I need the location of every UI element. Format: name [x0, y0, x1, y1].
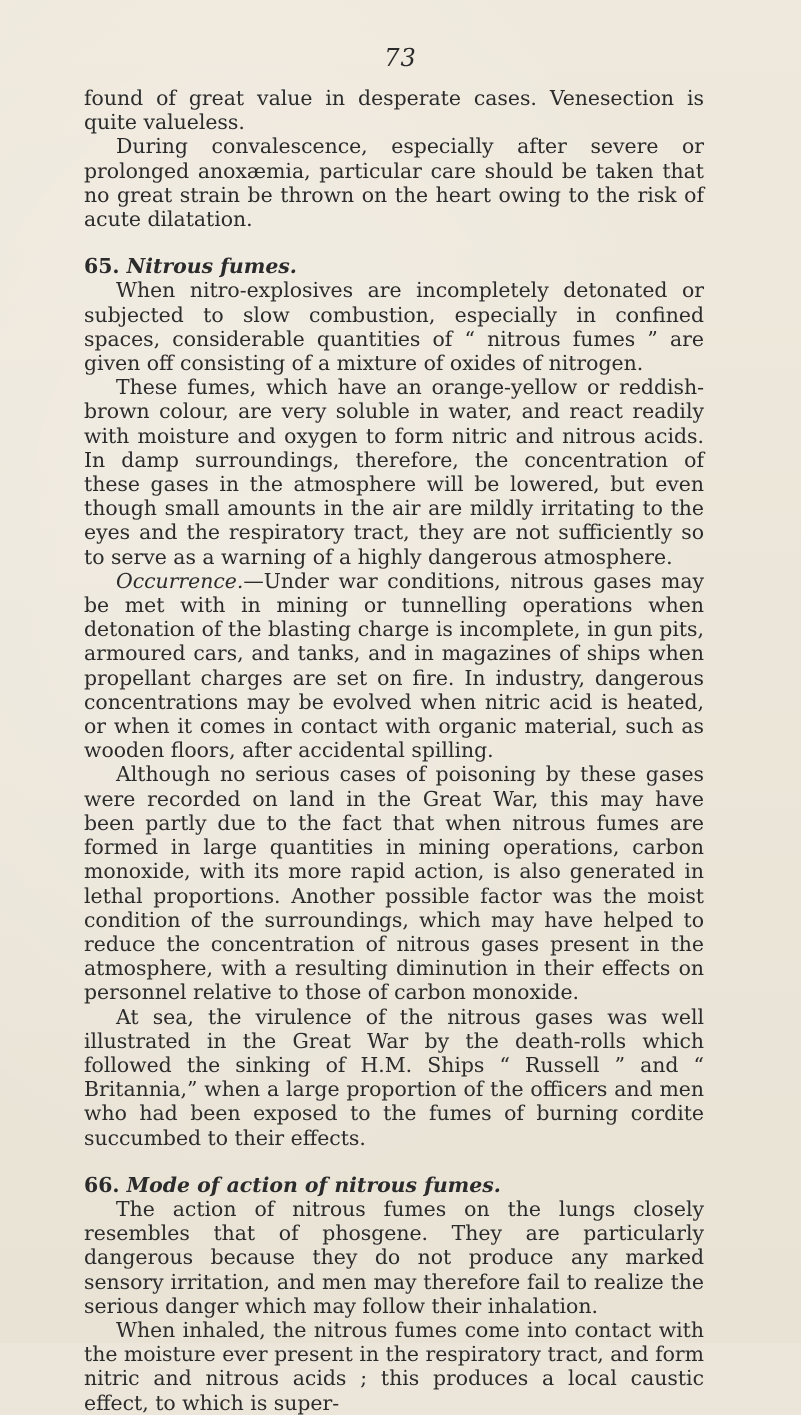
paragraph-inhalation: When inhaled, the nitrous fumes come into contact with the moisture ever present in the respiratory tract, and form nitric and nitrous acids ; this produces a local caustic effect, to which is super-	[84, 1317, 704, 1415]
section-gap	[84, 1150, 704, 1173]
text-body	[84, 86, 704, 1415]
occurrence-text: —Under war conditions, nitrous gases may be met with in mining or tunnelling operations when detonation of the blasting charge is incomplete, in gun pits, armoured cars, and tanks, and in magazines of ships when propellant charges are set on fire. In industry, dangerous concentrations may be evolved when nitric acid is heated, or when it comes in contact with organic material, such as wooden floors, after accidental spilling.	[84, 568, 704, 763]
paragraph-action-lungs: The action of nitrous fumes on the lungs closely resembles that of phosgene. They are particularly dangerous because they do not produce any marked sensory irritation, and men may therefore fail to realize the serious danger which may follow their inhalation.	[84, 1196, 704, 1318]
paragraph-convalescence: During convalescence, especially after severe or prolonged anoxæmia, particular care should be taken that no great strain be thrown on the heart owing to the risk of acute dilatation.	[84, 134, 704, 232]
section-title: Mode of action of nitrous fumes.	[126, 1172, 501, 1197]
section-heading-66	[84, 1173, 704, 1197]
paragraph-fumes-properties: These fumes, which have an orange-yellow or reddish-brown colour, are very soluble in water, and react readily with moisture and oxygen to form nitric and nitrous acids. In damp surroundings, therefore, the concentration of these gases in the atmosphere will be lowered, but even though small amounts in the air are mildly irritating to the eyes and the respiratory tract, they are not sufficiently so to serve as a warning of a highly dangerous atmosphere.	[84, 375, 704, 569]
paragraph-continued: found of great value in desperate cases. Venesection is quite valueless.	[84, 86, 704, 135]
section-heading-65	[84, 254, 704, 278]
page-number: 73	[384, 44, 417, 72]
paragraph-great-war-sea: At sea, the virulence of the nitrous gases was well illustrated in the Great War by the death-rolls which followed the sinking of H.M. Ships “ Russell ” and “ Britannia,” when a large proportion of the officers and men who had been exposed to the fumes of burning cordite succumbed to their effects.	[84, 1004, 704, 1150]
paragraph-nitro-explosives: When nitro-explosives are incompletely detonated or subjected to slow combustion, especially in confined spaces, considerable quantities of “ nitrous fumes ” are given off consisting of a mixture of oxides of nitrogen.	[84, 278, 704, 376]
section-gap	[84, 231, 704, 254]
section-number: 66.	[84, 1172, 120, 1197]
paragraph-great-war-land: Although no serious cases of poisoning by these gases were recorded on land in the Great War, this may have been partly due to the fact that when nitrous fumes are formed in large quantities in mining operations, carbon monoxide, with its more rapid action, is also generated in lethal proportions. Another possible factor was the moist condition of the surroundings, which may have helped to reduce the concentration of nitrous gases present in the atmosphere, with a resulting diminution in their effects on personnel relative to those of carbon monoxide.	[84, 762, 704, 1005]
occurrence-lead: Occurrence.	[116, 568, 244, 593]
section-title: Nitrous fumes.	[126, 254, 297, 279]
section-number: 65.	[84, 254, 120, 279]
paragraph-occurrence	[84, 569, 704, 763]
